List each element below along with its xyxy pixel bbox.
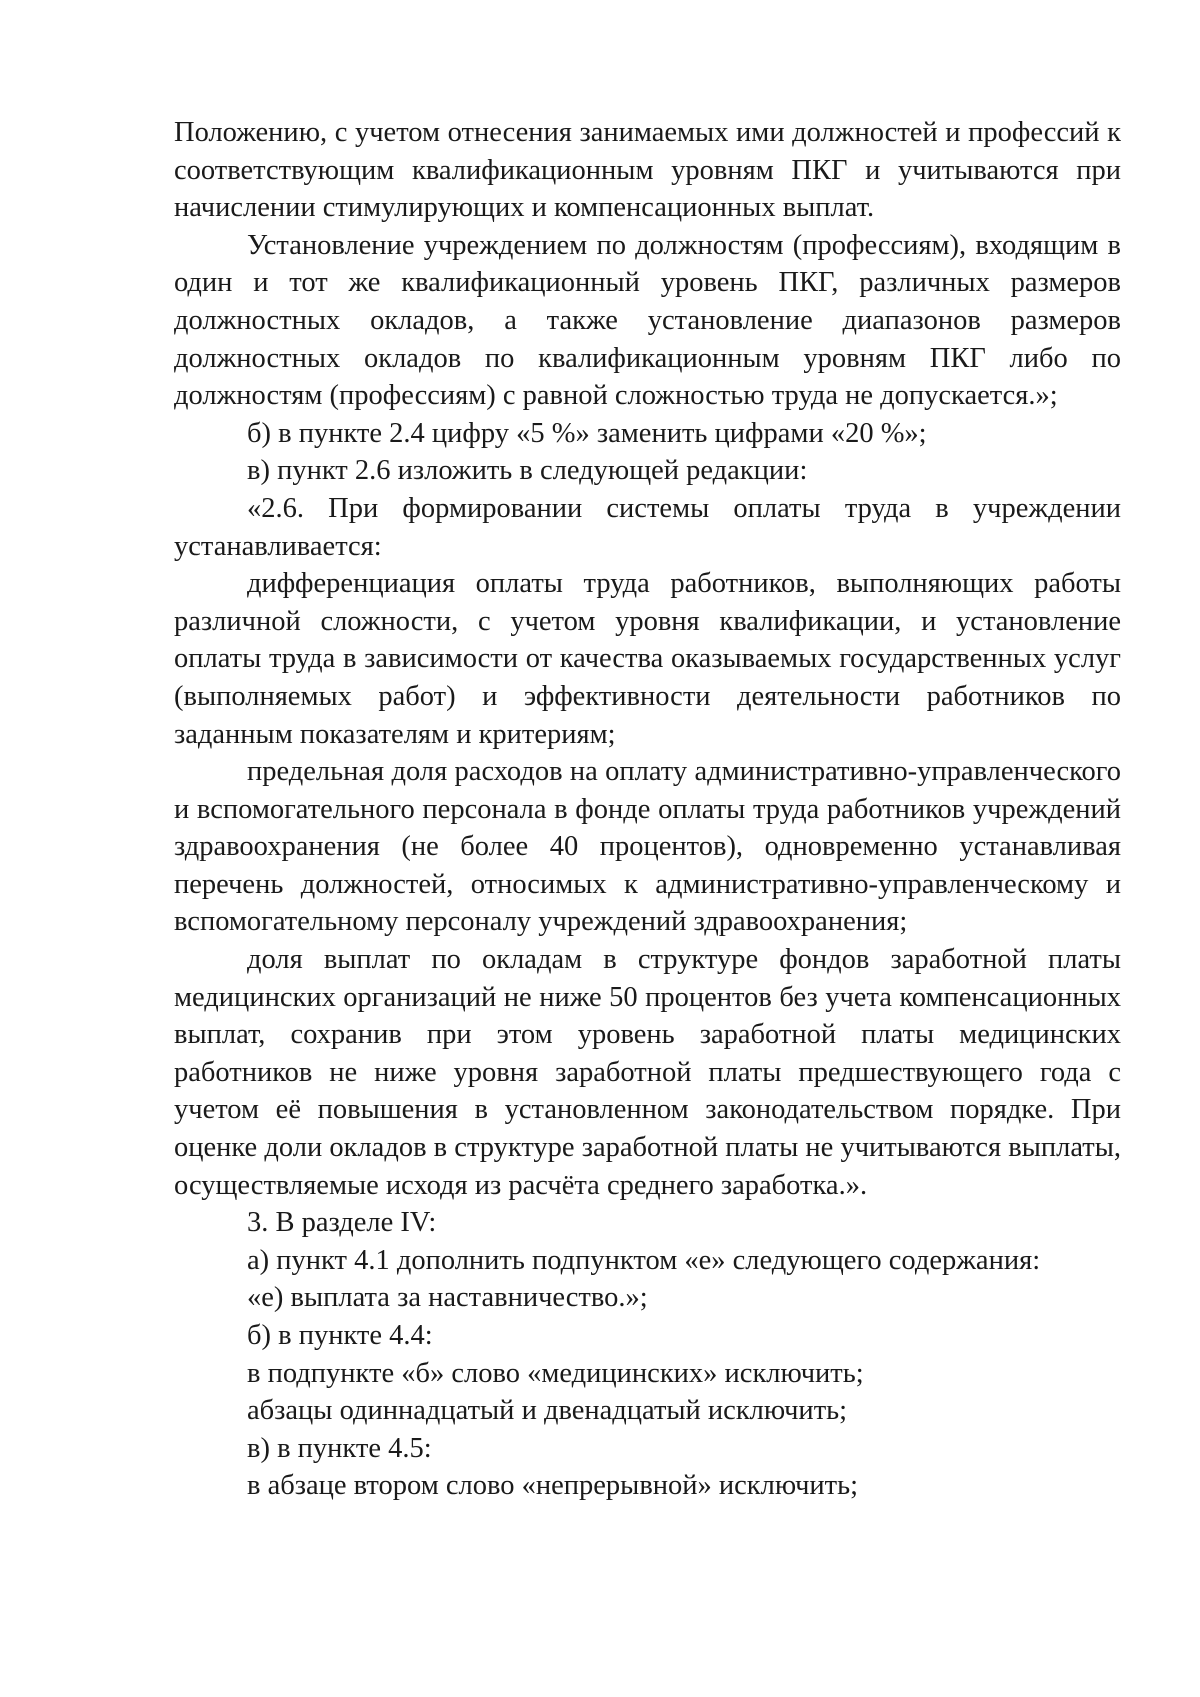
document-page <box>174 114 1121 1505</box>
paragraph-mentoring: «е) выплата за наставничество.»; <box>247 1282 648 1314</box>
paragraph-admin-share: предельная доля расходов на оплату административно-управленческого и вспомогательного персонала в фонде оплаты труда работников учреждений здравоохранения (не более 40 процентов), одновременно устанавливая перечень должностей, относимых к административно-управленческому и вспомогательному персоналу учреждений здравоохранения; <box>174 756 1121 938</box>
paragraph-salary-share: доля выплат по окладам в структуре фондов заработной платы медицинских организаций не ниже 50 процентов без учета компенсационных выплат, сохранив при этом уровень заработной платы медицинских работников не ниже уровня заработной платы предшествующего года с учетом её повышения в установленном законодательством порядке. При оценке доли окладов в структуре заработной платы не учитываются выплаты, осуществляемые исходя из расчёта среднего заработка.». <box>174 944 1121 1201</box>
paragraph-paragraphs-removed: абзацы одиннадцатый и двенадцатый исключить; <box>247 1395 848 1427</box>
paragraph-subitem-b-medical: в подпункте «б» слово «медицинских» исключить; <box>247 1357 864 1389</box>
paragraph-pkg-restriction: Установление учреждением по должностям (профессиям), входящим в один и тот же квалификационный уровень ПКГ, различных размеров должностных окладов, а также установление диапазонов размеров должностных окладов по квалификационным уровням ПКГ либо по должностям (профессиям) с равной сложностью труда не допускается.»; <box>174 229 1121 412</box>
paragraph-differentiation: дифференциация оплаты труда работников, выполняющих работы различной сложности, с учетом уровня квалификации, и установление оплаты труда в зависимости от качества оказываемых государственных услуг (выполняемых работ) и эффективности деятельности работников по заданным показателям и критериям; <box>174 568 1121 750</box>
paragraph-item-v-2-6: в) пункт 2.6 изложить в следующей редакции: <box>247 455 808 487</box>
paragraph-section-iv: 3. В разделе IV: <box>247 1207 437 1239</box>
paragraph-continuation: Положению, с учетом отнесения занимаемых ими должностей и профессий к соответствующим квалификационным уровням ПКГ и учитываются при начислении стимулирующих и компенсационных выплат. <box>174 117 1121 224</box>
paragraph-item-b-2-4: б) в пункте 2.4 цифру «5 %» заменить цифрами «20 %»; <box>247 417 927 449</box>
paragraph-item-v-4-5: в) в пункте 4.5: <box>247 1432 432 1464</box>
paragraph-continuous-removed: в абзаце втором слово «непрерывной» исключить; <box>247 1470 859 1502</box>
paragraph-2-6-intro: «2.6. При формировании системы оплаты труда в учреждении устанавливается: <box>174 492 1121 562</box>
paragraph-item-b-4-4: б) в пункте 4.4: <box>247 1320 433 1351</box>
paragraph-item-a-4-1: а) пункт 4.1 дополнить подпунктом «е» следующего содержания: <box>247 1244 1041 1276</box>
